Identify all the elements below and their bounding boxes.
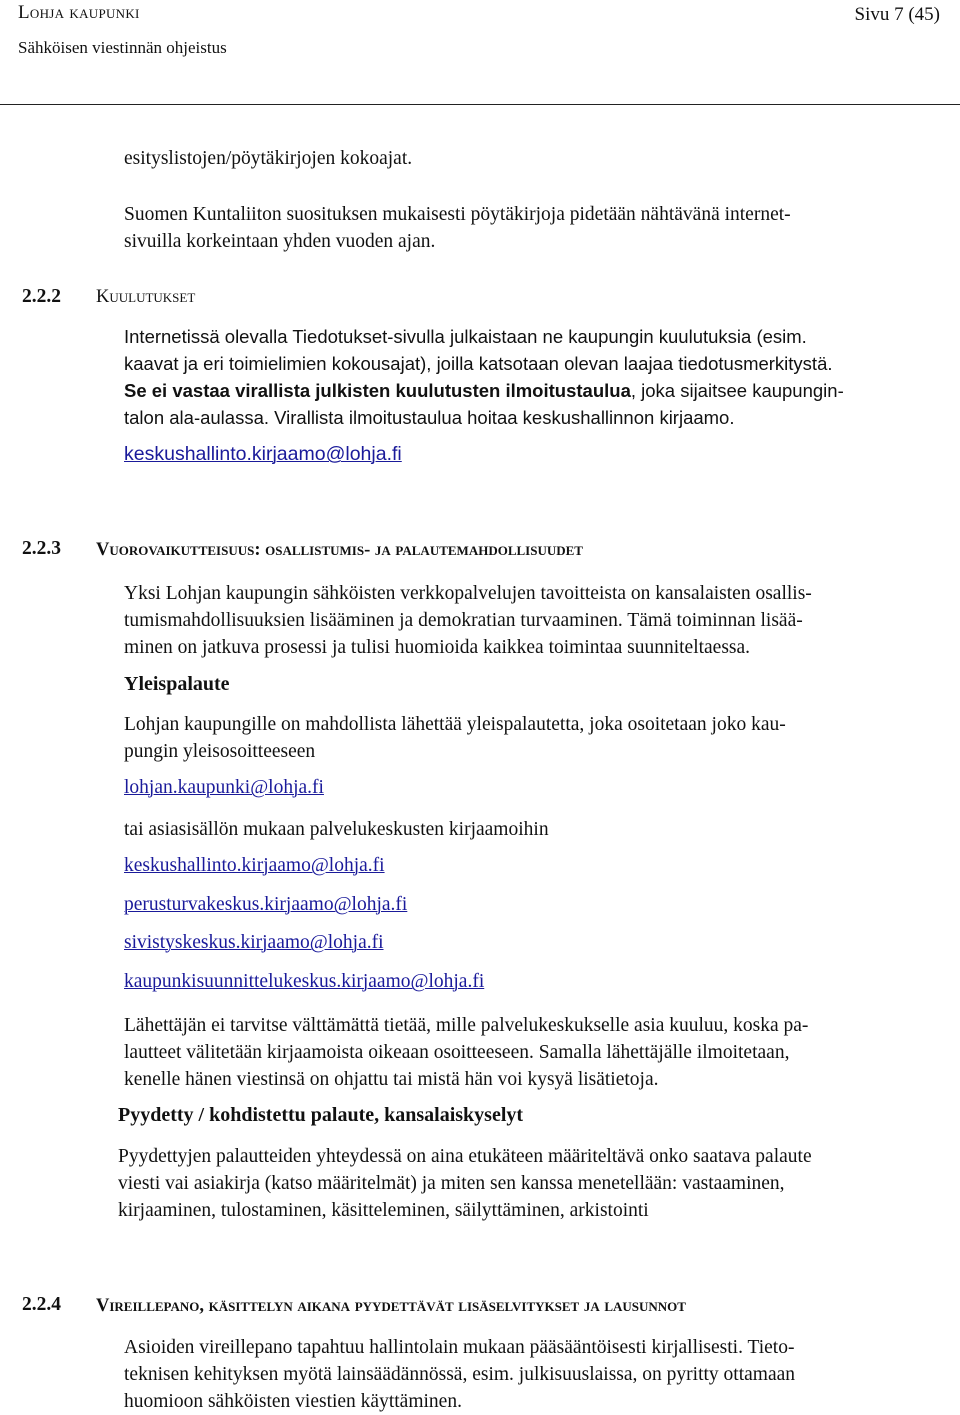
emphasis-text: Se ei vastaa virallista julkisten kuulutusten ilmoitustaulua bbox=[124, 380, 631, 401]
text-line: tumismahdollisuuksien lisääminen ja demokratian turvaaminen. Tämä toiminnan lisää- bbox=[124, 610, 803, 631]
text-line: Asioiden vireillepano tapahtuu hallintolain mukaan pääsääntöisesti kirjallisesti. Tieto- bbox=[124, 1337, 795, 1358]
text-line: Lohjan kaupungille on mahdollista lähettää yleispalautetta, joka osoitetaan joko kau- bbox=[124, 714, 786, 735]
text-line: minen on jatkuva prosessi ja tulisi huomioida kaikkea toimintaa suunniteltaessa. bbox=[124, 637, 751, 658]
header-subtitle: Sähköisen viestinnän ohjeistus bbox=[18, 38, 227, 57]
text-fragment: , joka sijaitsee kaupungin- bbox=[630, 380, 844, 401]
email-link[interactable]: keskushallinto.kirjaamo@lohja.fi bbox=[124, 855, 385, 876]
text-line: Internetissä olevalla Tiedotukset-sivulla julkaistaan ne kaupungin kuulutuksia (esim. bbox=[124, 326, 807, 347]
text-line: Yksi Lohjan kaupungin sähköisten verkkopalvelujen tavoitteista on kansalaisten osallis- bbox=[124, 583, 812, 604]
section-number: 2.2.3 bbox=[22, 538, 61, 559]
text-line: kaavat ja eri toimielimien kokousajat), joilla katsotaan olevan laajaa tiedotusmerkitystä. bbox=[124, 353, 833, 374]
section-title: Vireillepano, käsittelyn aikana pyydettävät lisäselvitykset ja lausunnot bbox=[96, 1296, 686, 1316]
text-line: Suomen Kuntaliiton suosituksen mukaisesti pöytäkirjoja pidetään nähtävänä internet- bbox=[124, 204, 791, 225]
section-title: Vuorovaikutteisuus: osallistumis- ja palautemahdollisuudet bbox=[96, 540, 583, 560]
text-line: Pyydettyjen palautteiden yhteydessä on aina etukäteen määriteltävä onko saatava palaute bbox=[118, 1146, 812, 1167]
text-line: tai asiasisällön mukaan palvelukeskusten kirjaamoihin bbox=[124, 819, 549, 840]
text-line: teknisen kehityksen myötä lainsäädännössä, esim. julkisuuslaissa, on pyritty ottamaan bbox=[124, 1364, 796, 1385]
email-link[interactable]: lohjan.kaupunki@lohja.fi bbox=[124, 777, 324, 798]
text-line: kirjaaminen, tulostaminen, käsitteleminen, säilyttäminen, arkistointi bbox=[118, 1200, 649, 1221]
section-number: 2.2.2 bbox=[22, 286, 61, 307]
text-line bbox=[124, 377, 956, 404]
email-link[interactable]: kaupunkisuunnittelukeskus.kirjaamo@lohja.fi bbox=[124, 971, 485, 992]
text-line: huomioon sähköisten viestien käyttäminen. bbox=[124, 1391, 462, 1412]
email-link[interactable]: keskushallinto.kirjaamo@lohja.fi bbox=[124, 443, 402, 465]
text-line: kenelle hänen viestinsä on ohjattu tai mistä hän voi kysyä lisätietoja. bbox=[124, 1069, 659, 1090]
text-line: Lähettäjän ei tarvitse välttämättä tietää, mille palvelukeskukselle asia kuuluu, koska pa- bbox=[124, 1015, 809, 1036]
email-link[interactable]: sivistyskeskus.kirjaamo@lohja.fi bbox=[124, 932, 384, 953]
subheading: Pyydetty / kohdistettu palaute, kansalaiskyselyt bbox=[118, 1104, 524, 1126]
header-divider bbox=[0, 104, 960, 105]
section-number: 2.2.4 bbox=[22, 1294, 61, 1315]
text-line: esityslistojen/pöytäkirjojen kokoajat. bbox=[124, 148, 413, 169]
text-line: lautteet välitetään kirjaamoista oikeaan osoitteeseen. Samalla lähettäjälle ilmoitetaan, bbox=[124, 1042, 790, 1063]
email-link[interactable]: perusturvakeskus.kirjaamo@lohja.fi bbox=[124, 894, 408, 915]
text-line: viesti vai asiakirja (katso määritelmät) ja miten sen kanssa menetellään: vastaaminen, bbox=[118, 1173, 785, 1194]
text-line: talon ala-aulassa. Virallista ilmoitustaulua hoitaa keskushallinnon kirjaamo. bbox=[124, 407, 735, 428]
text-line: pungin yleisosoitteeseen bbox=[124, 741, 316, 762]
text-line: sivuilla korkeintaan yhden vuoden ajan. bbox=[124, 231, 436, 252]
subheading: Yleispalaute bbox=[124, 673, 230, 695]
page-number: Sivu 7 (45) bbox=[854, 4, 940, 25]
header-org: Lohja kaupunki bbox=[18, 2, 140, 23]
section-title: Kuulutukset bbox=[96, 287, 196, 307]
